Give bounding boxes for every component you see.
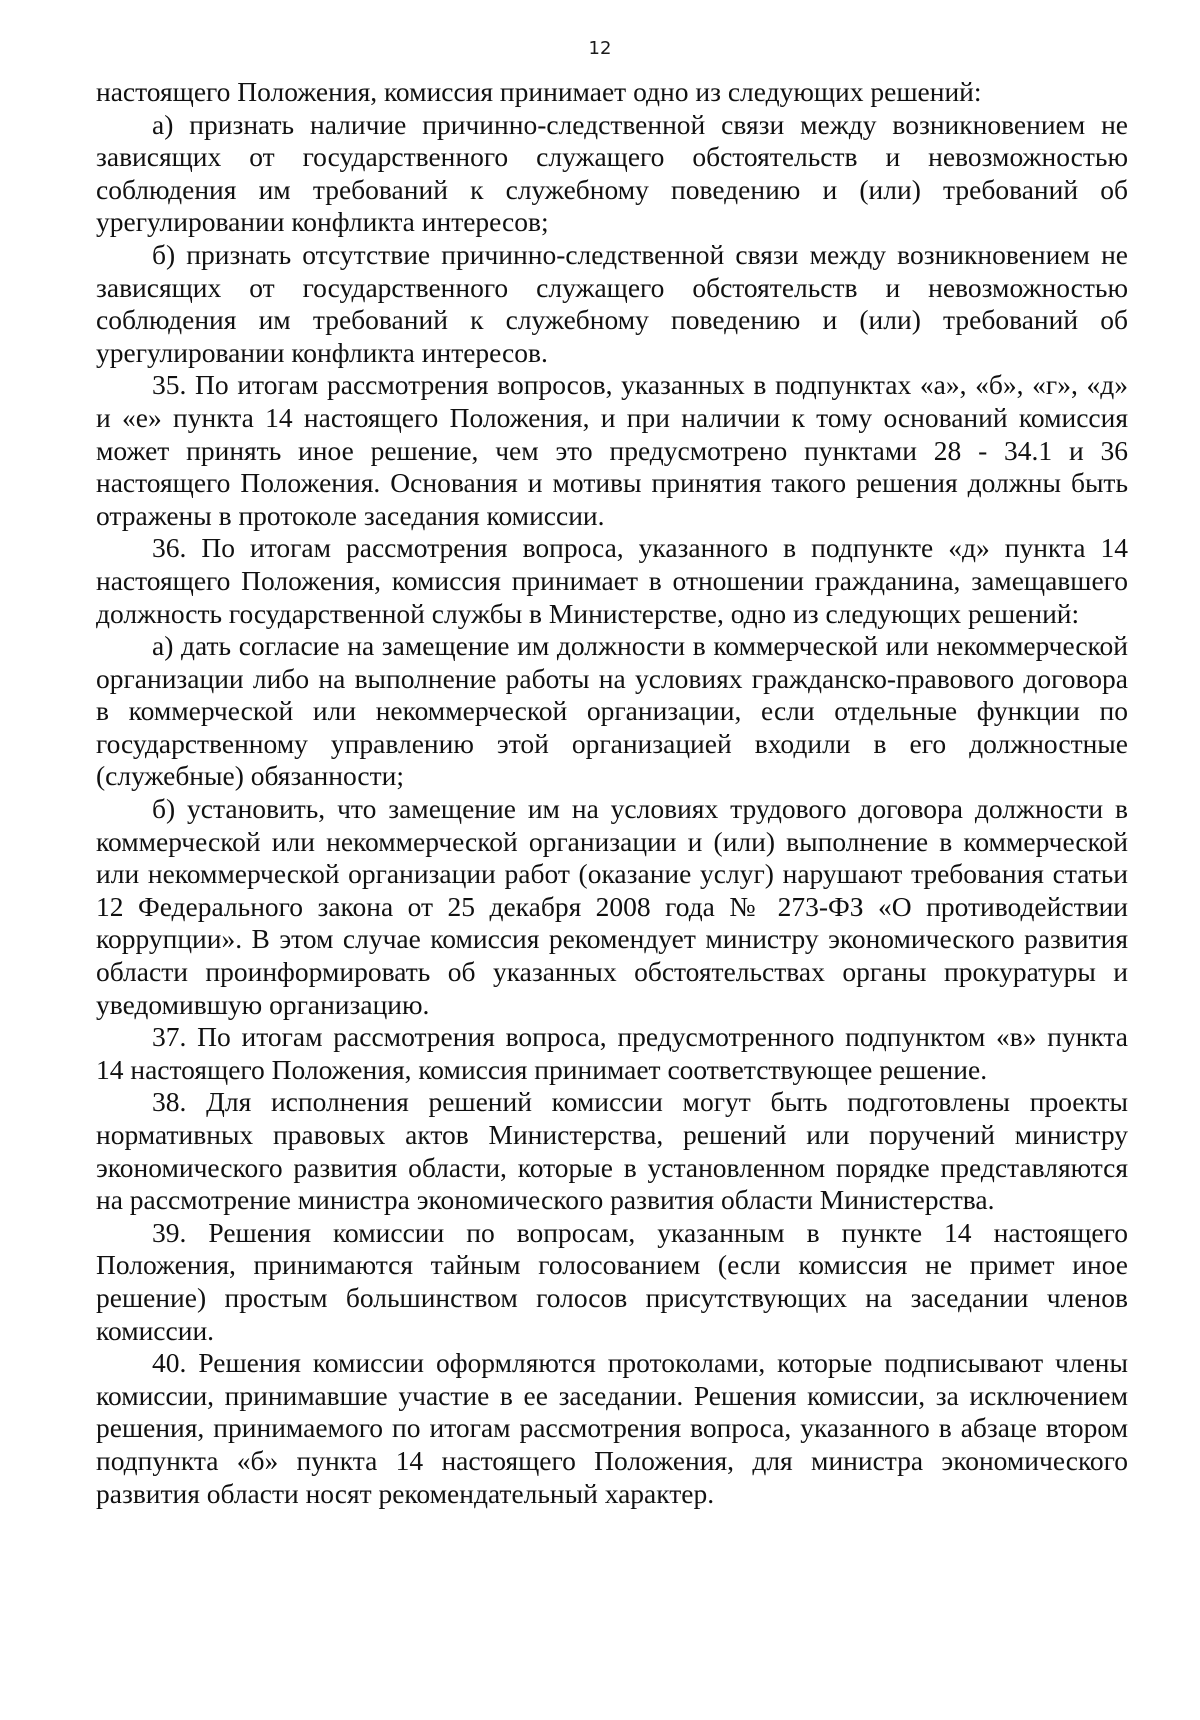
paragraph-40: 40. Решения комиссии оформляются протоколами, которые подписывают члены комиссии, принимавшие участие в ее заседании. Решения комиссии, за исключением решения, принимаемого по итогам рассмотрения вопроса, указанного в абзаце втором подпункта «б» пункта 14 настоящего Положения, для министра экономического развития области носят рекомендательный характер.	[96, 1347, 1128, 1509]
paragraph-36-subitem-a: а) дать согласие на замещение им должности в коммерческой или некоммерческой организации либо на выполнение работы на условиях гражданско-правового договора в коммерческой или некоммерческой организации, если отдельные функции по государственному управлению этой организацией входили в его должностные (служебные) обязанности;	[96, 630, 1128, 792]
paragraph-34-subitem-b: б) признать отсутствие причинно-следственной связи между возникновением не зависящих от государственного служащего обстоятельств и невозможностью соблюдения им требований к служебному поведению и (или) требований об урегулировании конфликта интересов.	[96, 238, 1128, 368]
paragraph-37: 37. По итогам рассмотрения вопроса, предусмотренного подпунктом «в» пункта 14 настоящего Положения, комиссия принимает соответствующее решение.	[96, 1021, 1128, 1085]
paragraph-35: 35. По итогам рассмотрения вопросов, указанных в подпунктах «а», «б», «г», «д» и «е» пункта 14 настоящего Положения, и при наличии к тому оснований комиссия может принять иное решение, чем это предусмотрено пунктами 28 - 34.1 и 36 настоящего Положения. Основания и мотивы принятия такого решения должны быть отражены в протоколе заседания комиссии.	[96, 369, 1128, 531]
paragraph-36: 36. По итогам рассмотрения вопроса, указанного в подпункте «д» пункта 14 настоящего Положения, комиссия принимает в отношении гражданина, замещавшего должность государственной службы в Министерстве, одно из следующих решений:	[96, 532, 1128, 629]
paragraph-39: 39. Решения комиссии по вопросам, указанным в пункте 14 настоящего Положения, принимаются тайным голосованием (если комиссия не примет иное решение) простым большинством голосов присутствующих на заседании членов комиссии.	[96, 1216, 1128, 1346]
paragraph-38: 38. Для исполнения решений комиссии могут быть подготовлены проекты нормативных правовых актов Министерства, решений или поручений министру экономического развития области, которые в установленном порядке представляются на рассмотрение министра экономического развития области Министерства.	[96, 1086, 1128, 1216]
paragraph-34-subitem-a: а) признать наличие причинно-следственной связи между возникновением не зависящих от государственного служащего обстоятельств и невозможностью соблюдения им требований к служебному поведению и (или) требований об урегулировании конфликта интересов;	[96, 108, 1128, 238]
paragraph-36-subitem-b: б) установить, что замещение им на условиях трудового договора должности в коммерческой или некоммерческой организации и (или) выполнение в коммерческой или некоммерческой организации работ (оказание услуг) нарушают требования статьи 12 Федерального закона от 25 декабря 2008 года № 273-ФЗ «О противодействии коррупции». В этом случае комиссия рекомендует министру экономического развития области проинформировать об указанных обстоятельствах органы прокуратуры и уведомившую организацию.	[96, 793, 1128, 1020]
page-number: 12	[588, 38, 612, 59]
paragraph-continuation: настоящего Положения, комиссия принимает одно из следующих решений:	[96, 76, 982, 107]
document-body	[96, 76, 1128, 1510]
